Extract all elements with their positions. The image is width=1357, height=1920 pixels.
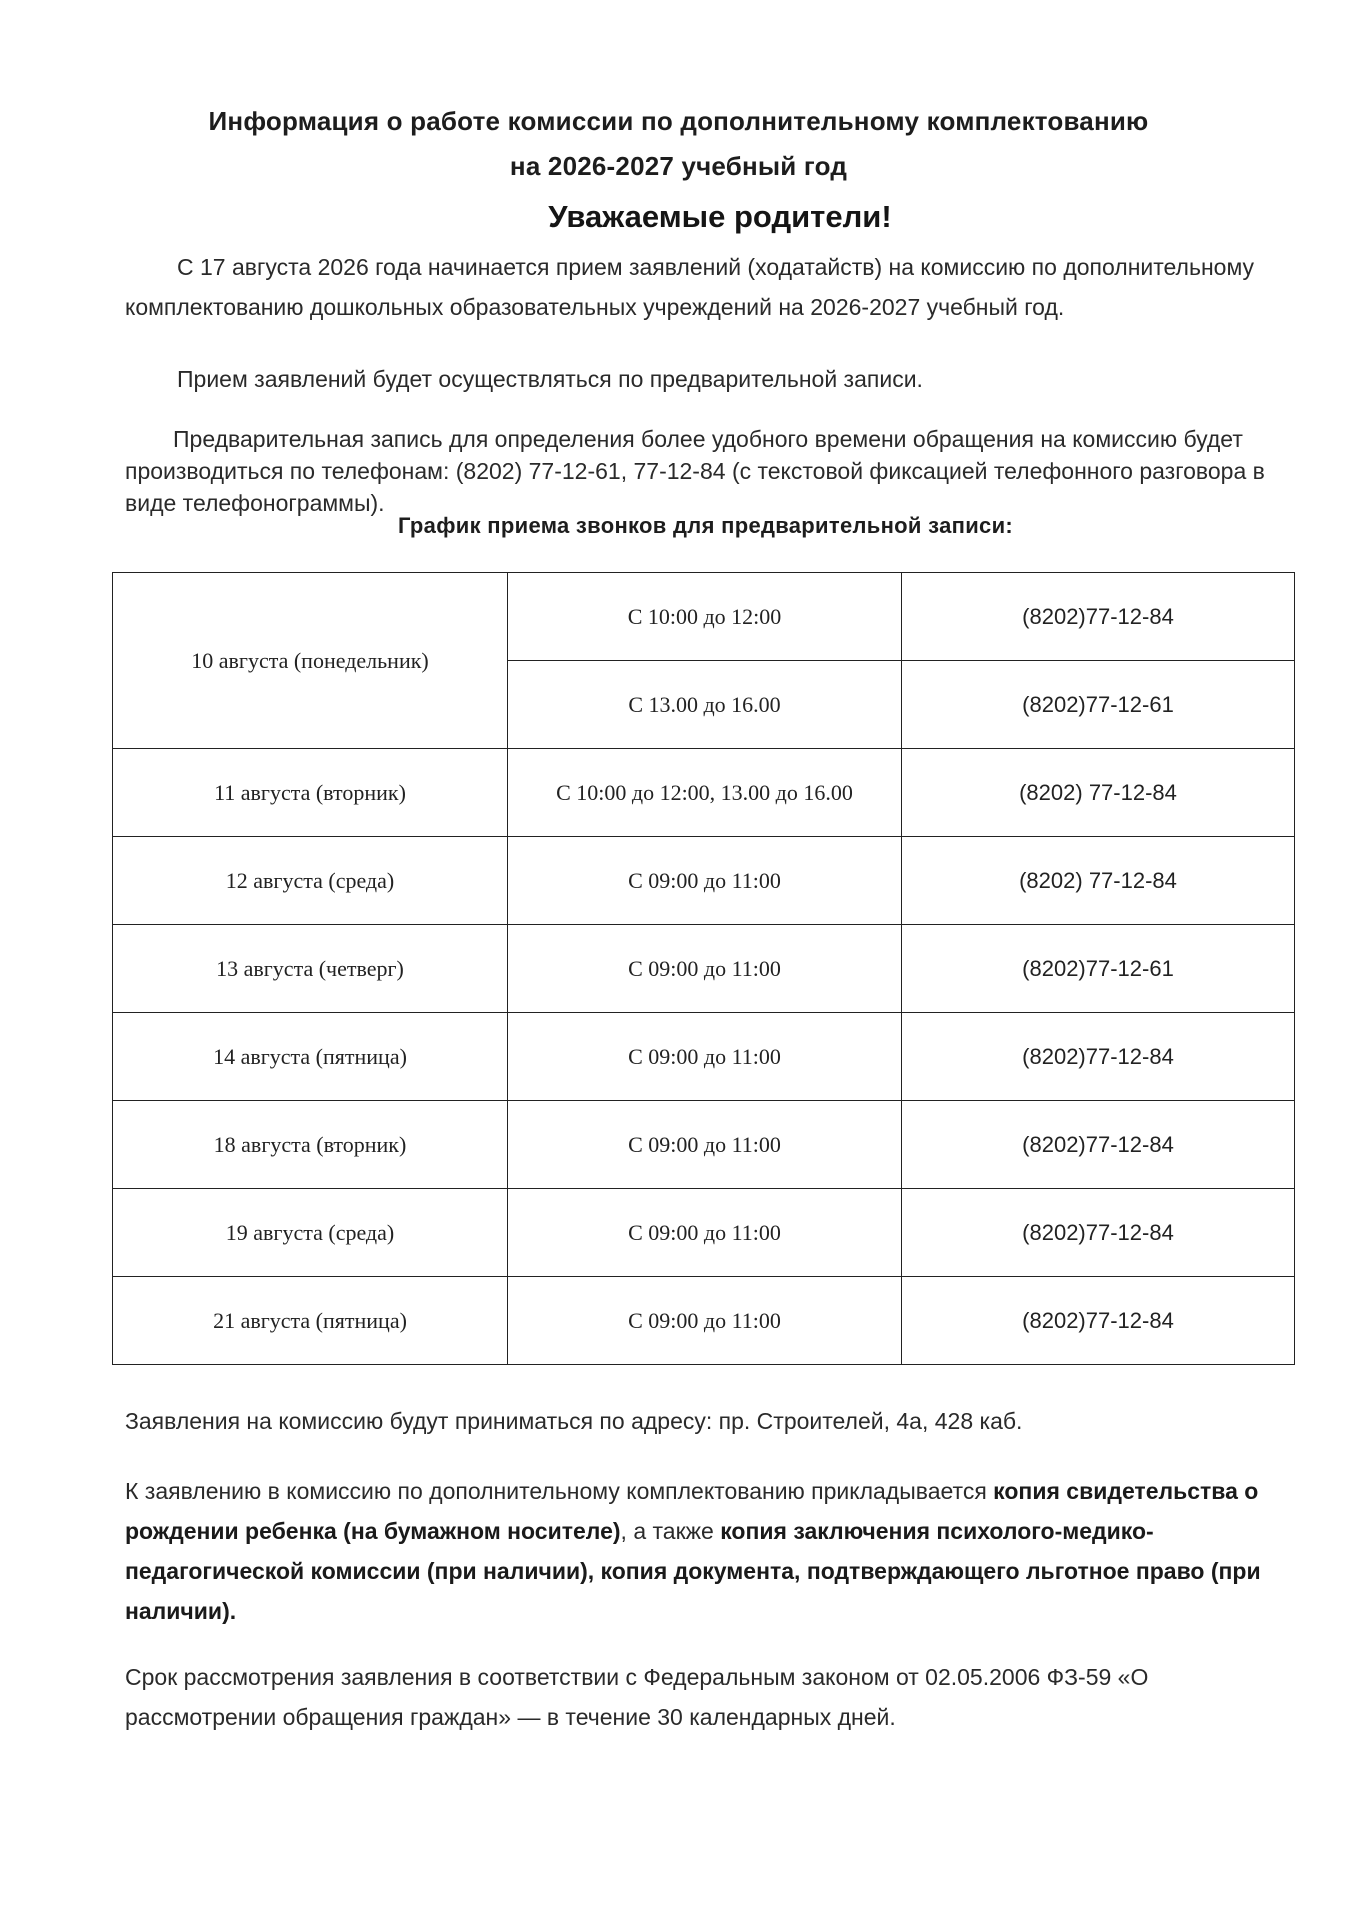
phone-cell: (8202)77-12-84 [902, 1013, 1295, 1101]
date-cell: 12 августа (среда) [113, 837, 508, 925]
date-cell: 18 августа (вторник) [113, 1101, 508, 1189]
phone-cell: (8202)77-12-84 [902, 573, 1295, 661]
document-title-line2: на 2026-2027 учебный год [509, 151, 848, 181]
table-row [113, 573, 1295, 661]
phone-cell: (8202) 77-12-84 [902, 749, 1295, 837]
document-title-line1: Информация о работе комиссии по дополнительному комплектованию [208, 106, 1149, 136]
call-schedule-table [112, 572, 1295, 1365]
time-cell: С 09:00 до 11:00 [508, 1101, 902, 1189]
phone-cell: (8202) 77-12-84 [902, 837, 1295, 925]
date-cell: 19 августа (среда) [113, 1189, 508, 1277]
attachments-intro: К заявлению в комиссию по дополнительному комплектованию прикладывается [125, 1478, 994, 1504]
date-cell: 10 августа (понедельник) [113, 573, 508, 749]
phone-booking-paragraph: Предварительная запись для определения более удобного времени обращения на комиссию будет производиться по телефонам: (8202) 77-12-61, 77-12-84 (с текстовой фиксацией телефонного разговора в виде телефонограммы). [125, 426, 1265, 516]
time-cell: С 13.00 до 16.00 [508, 661, 902, 749]
date-cell: 21 августа (пятница) [113, 1277, 508, 1365]
table-row [113, 1013, 1295, 1101]
table-row [113, 749, 1295, 837]
phone-cell: (8202)77-12-61 [902, 661, 1295, 749]
time-cell: С 09:00 до 11:00 [508, 1277, 902, 1365]
time-cell: С 09:00 до 11:00 [508, 925, 902, 1013]
table-row [113, 1189, 1295, 1277]
table-row [113, 837, 1295, 925]
date-cell: 13 августа (четверг) [113, 925, 508, 1013]
appointment-paragraph: Прием заявлений будет осуществляться по предварительной записи. [177, 366, 923, 392]
phone-cell: (8202)77-12-84 [902, 1277, 1295, 1365]
date-cell: 14 августа (пятница) [113, 1013, 508, 1101]
greeting-heading: Уважаемые родители! [548, 199, 892, 234]
schedule-heading: График приема звонков для предварительной записи: [398, 513, 1014, 538]
address-paragraph: Заявления на комиссию будут приниматься по адресу: пр. Строителей, 4а, 428 каб. [125, 1408, 1023, 1434]
intro-paragraph: С 17 августа 2026 года начинается прием заявлений (ходатайств) на комиссию по дополнительному комплектованию дошкольных образовательных учреждений на 2026-2027 учебный год. [125, 254, 1255, 320]
review-term-paragraph: Срок рассмотрения заявления в соответствии с Федеральным законом от 02.05.2006 ФЗ-59 «О рассмотрении обращения граждан» — в течение 30 календарных дней. [125, 1664, 1149, 1730]
table-row [113, 1277, 1295, 1365]
time-cell: С 10:00 до 12:00, 13.00 до 16.00 [508, 749, 902, 837]
attachments-paragraph [125, 1471, 1295, 1631]
time-cell: С 09:00 до 11:00 [508, 1013, 902, 1101]
attachments-join: , а также [620, 1518, 721, 1544]
date-cell: 11 августа (вторник) [113, 749, 508, 837]
time-cell: С 09:00 до 11:00 [508, 1189, 902, 1277]
time-cell: С 09:00 до 11:00 [508, 837, 902, 925]
additional-documents-requirement: копия заключения психолого-медико-педагогической комиссии (при наличии), копия документа, подтверждающего льготное право (при наличии). [125, 1518, 1261, 1624]
table-row [113, 925, 1295, 1013]
time-cell: С 10:00 до 12:00 [508, 573, 902, 661]
table-row [113, 1101, 1295, 1189]
phone-cell: (8202)77-12-84 [902, 1189, 1295, 1277]
phone-cell: (8202)77-12-84 [902, 1101, 1295, 1189]
phone-cell: (8202)77-12-61 [902, 925, 1295, 1013]
birth-certificate-requirement: копия свидетельства о рождении ребенка (на бумажном носителе) [125, 1478, 1259, 1544]
